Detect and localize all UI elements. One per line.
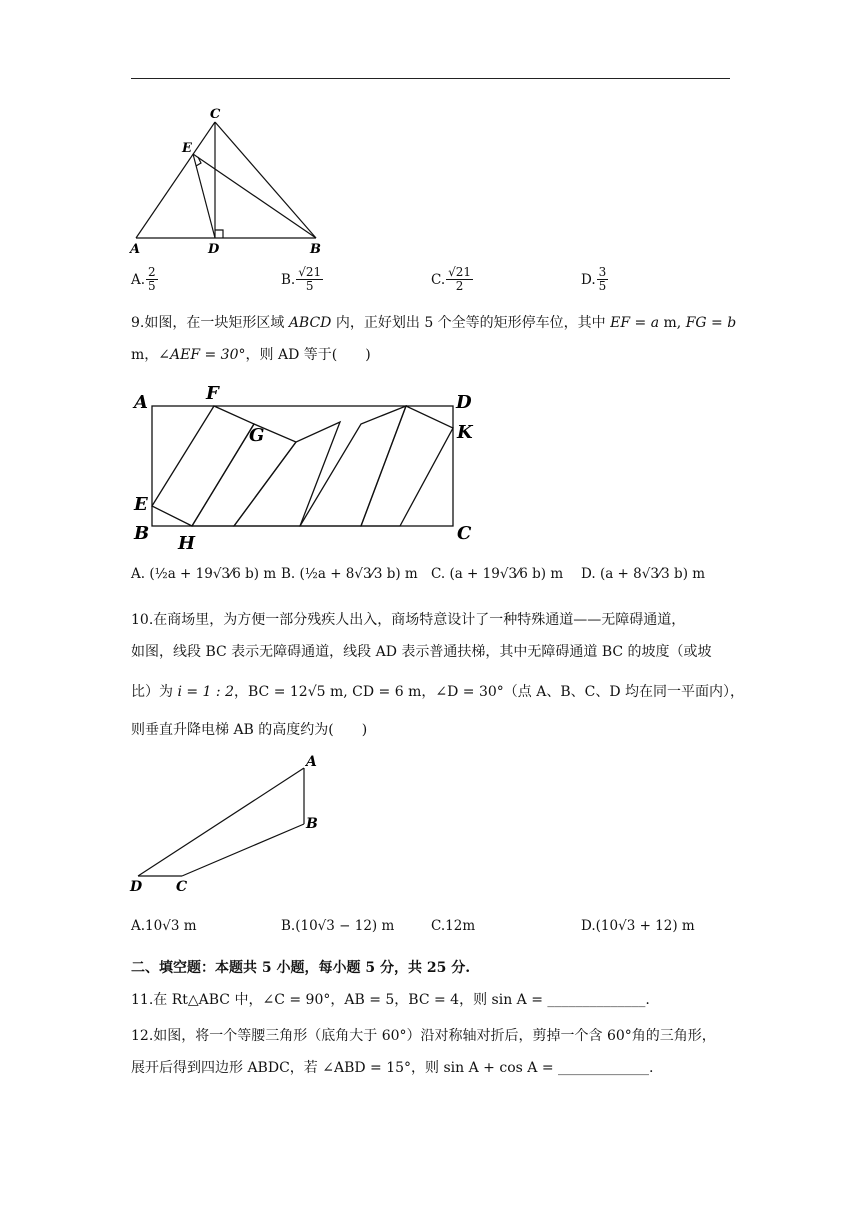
q10-option-d[interactable]: D. (10√3 + 12) m [581, 918, 695, 934]
q9-label-e: E [134, 494, 148, 515]
q8-label-e: E [182, 141, 192, 156]
q9-label-c: C [457, 523, 472, 544]
q9-label-d: D [456, 392, 472, 413]
q9-option-a[interactable]: A. (½a + 19√3⁄6 b) m [131, 566, 277, 582]
q9-line-2: m，∠AEF = 30°，则 AD 等于( ) [131, 347, 371, 363]
q8-option-b[interactable]: B. $\frac{√21}{5}$ [281, 265, 322, 293]
q9-option-b[interactable]: B. (½a + 8√3⁄3 b) m [281, 566, 418, 582]
q11-text: 11.在 Rt△ABC 中，∠C = 90°，AB = 5，BC = 4，则 sin A = ______________. [131, 992, 650, 1008]
q9-line-1: 9.如图，在一块矩形区域 ABCD 内，正好划出 5 个全等的矩形停车位，其中 EF = a m, FG = b [131, 315, 737, 331]
q9-label-h: H [178, 533, 196, 552]
q10-line-1: 10.在商场里，为方便一部分残疾人出入，商场特意设计了一种特殊通道——无障碍通道， [131, 612, 686, 628]
q8-triangle-figure [126, 104, 336, 256]
q10-line-4: 则垂直升降电梯 AB 的高度约为( ) [131, 722, 368, 738]
q12-line-1: 12.如图，将一个等腰三角形（底角大于 60°）沿对称轴对折后，剪掉一个含 60°角的三角形， [131, 1028, 716, 1044]
q10-label-d: D [130, 879, 143, 895]
q9-option-c[interactable]: C. (a + 19√3⁄6 b) m [431, 566, 564, 582]
q10-label-a: A [306, 754, 317, 770]
q10-option-c[interactable]: C. 12m [431, 918, 476, 934]
q12-line-2: 展开后得到四边形 ABDC，若 ∠ABD = 15°，则 sin A + cos A = _____________. [131, 1060, 654, 1076]
q10-label-b: B [306, 816, 318, 832]
q10-option-a[interactable]: A. 10√3 m [131, 918, 197, 934]
q10-line-3: 比）为 i = 1 : 2，BC = 12√5 m, CD = 6 m，∠D = 30°（点 A、B、C、D 均在同一平面内）， [131, 684, 745, 700]
q8-label-d: D [208, 242, 220, 256]
q10-escalator-figure [126, 752, 336, 897]
q9-label-a: A [134, 392, 148, 413]
q9-option-d[interactable]: D. (a + 8√3⁄3 b) m [581, 566, 706, 582]
q8-label-c: C [210, 107, 221, 122]
q8-option-d[interactable]: D. $\frac{3}{5}$ [581, 265, 607, 293]
section-2-heading: 二、填空题：本题共 5 小题，每小题 5 分，共 25 分. [131, 960, 471, 976]
q9-parking-figure [130, 380, 480, 552]
q9-label-g: G [249, 425, 265, 446]
header-rule [131, 78, 730, 79]
q8-label-b: B [310, 242, 321, 256]
q8-option-a[interactable]: A. $\frac{2}{5}$ [131, 265, 156, 293]
q9-label-k: K [457, 422, 473, 443]
q9-label-b: B [134, 523, 150, 544]
q10-option-b[interactable]: B. (10√3 − 12) m [281, 918, 395, 934]
q8-label-a: A [130, 242, 141, 256]
q10-line-2: 如图，线段 BC 表示无障碍通道，线段 AD 表示普通扶梯，其中无障碍通道 BC 的坡度（或坡 [131, 644, 712, 660]
q8-option-c[interactable]: C. $\frac{√21}{2}$ [431, 265, 472, 293]
q10-label-c: C [176, 879, 188, 895]
q9-label-f: F [206, 383, 219, 404]
